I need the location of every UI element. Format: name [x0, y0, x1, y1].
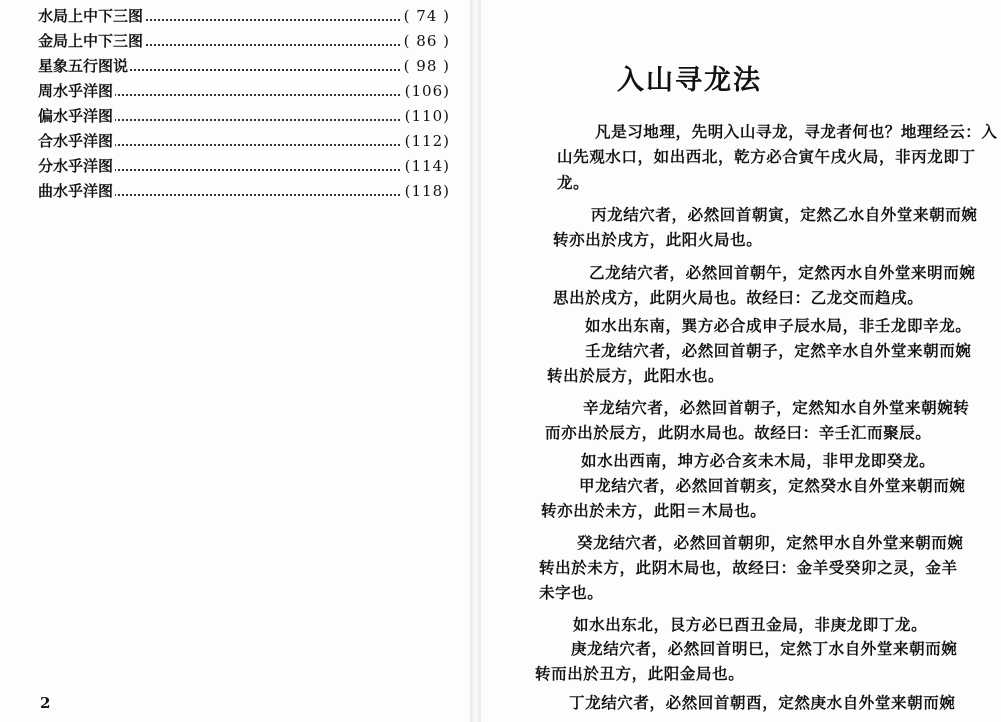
body-text-line: 丁龙结穴者，必然回首朝酉，定然庚水自外堂来朝而婉: [569, 693, 956, 712]
toc-entry-page: ( 74 ): [400, 4, 450, 29]
toc-entry: [30, 179, 460, 204]
toc-entry: [30, 104, 460, 129]
body-text-line: 龙。: [557, 173, 590, 192]
page-number: 2: [40, 694, 51, 712]
toc-entry-title: 偏水乎洋图: [38, 104, 115, 129]
left-page: [0, 0, 470, 722]
toc-entry: [30, 29, 460, 54]
toc-entry-page: ( 98 ): [400, 54, 450, 79]
body-text-line: 癸龙结穴者，必然回首朝卯，定然甲水自外堂来朝而婉: [577, 533, 964, 552]
toc-leader-dots: [90, 169, 400, 171]
toc-entry-title: 水局上中下三图: [38, 4, 145, 29]
body-text-line: 辛龙结穴者，必然回首朝子，定然知水自外堂来朝婉转: [583, 398, 970, 417]
toc-leader-dots: [90, 94, 400, 96]
body-text-line: 思出於戌方，此阴火局也。故经曰：乙龙交而趋戌。: [553, 288, 924, 307]
body-text-line: 凡是习地理，先明入山寻龙，寻龙者何也？地理经云：入: [595, 122, 998, 141]
toc-entry: [30, 79, 460, 104]
table-of-contents: [30, 4, 460, 204]
body-text-line: 乙龙结穴者，必然回首朝午，定然丙水自外堂来明而婉: [589, 263, 976, 282]
toc-entry-title: 金局上中下三图: [38, 29, 145, 54]
toc-entry-page: (114): [401, 154, 450, 179]
toc-entry-title: 分水乎洋图: [38, 154, 115, 179]
body-text-line: 转亦出於未方，此阳＝木局也。: [541, 501, 767, 520]
toc-entry-title: 曲水乎洋图: [38, 179, 115, 204]
body-text-line: 未字也。: [539, 583, 604, 602]
toc-entry-page: (110): [401, 104, 450, 129]
toc-entry-page: (118): [401, 179, 450, 204]
toc-entry: [30, 4, 460, 29]
body-text-line: 如水出东南，巽方必合成申子辰水局，非壬龙即辛龙。: [585, 316, 972, 335]
toc-leader-dots: [90, 69, 400, 71]
right-page: [481, 0, 1001, 722]
toc-leader-dots: [90, 194, 400, 196]
toc-entry-title: 星象五行图说: [38, 54, 130, 79]
body-text-line: 如水出西南，坤方必合亥未木局，非甲龙即癸龙。: [581, 451, 936, 470]
body-text-line: 转亦出於戌方，此阳火局也。: [553, 230, 763, 249]
toc-leader-dots: [90, 119, 400, 121]
toc-leader-dots: [90, 144, 400, 146]
toc-entry: [30, 129, 460, 154]
body-text-line: 庚龙结穴者，必然回首明巳，定然丁水自外堂来朝而婉: [571, 639, 958, 658]
toc-entry: [30, 154, 460, 179]
toc-entry-page: (106): [401, 79, 450, 104]
body-text-line: 甲龙结穴者，必然回首朝亥，定然癸水自外堂来朝而婉: [579, 476, 966, 495]
body-text-line: 山先观水口，如出西北，乾方必合寅午戌火局，非丙龙即丁: [557, 147, 976, 166]
toc-entry-page: (112): [401, 129, 450, 154]
body-text-line: 而亦出於辰方，此阴水局也。故经曰：辛壬汇而聚辰。: [545, 423, 932, 442]
body-text-line: 转出於辰方，此阳水也。: [547, 366, 725, 385]
book-gutter: [470, 0, 481, 722]
body-text-line: 丙龙结穴者，必然回首朝寅，定然乙水自外堂来朝而婉: [591, 205, 978, 224]
toc-entry-title: 合水乎洋图: [38, 129, 115, 154]
toc-entry: [30, 54, 460, 79]
body-text-line: 如水出东北，艮方必巳酉丑金局，非庚龙即丁龙。: [573, 615, 928, 634]
body-text-line: 壬龙结穴者，必然回首朝子，定然辛水自外堂来朝而婉: [585, 341, 972, 360]
toc-entry-page: ( 86 ): [400, 29, 450, 54]
body-text-line: 转而出於丑方，此阳金局也。: [535, 664, 745, 683]
chapter-title: 入山寻龙法: [617, 65, 762, 96]
toc-entry-title: 周水乎洋图: [38, 79, 115, 104]
body-text-line: 转出於未方，此阴木局也，故经曰：金羊受癸卯之灵，金羊: [539, 558, 958, 577]
